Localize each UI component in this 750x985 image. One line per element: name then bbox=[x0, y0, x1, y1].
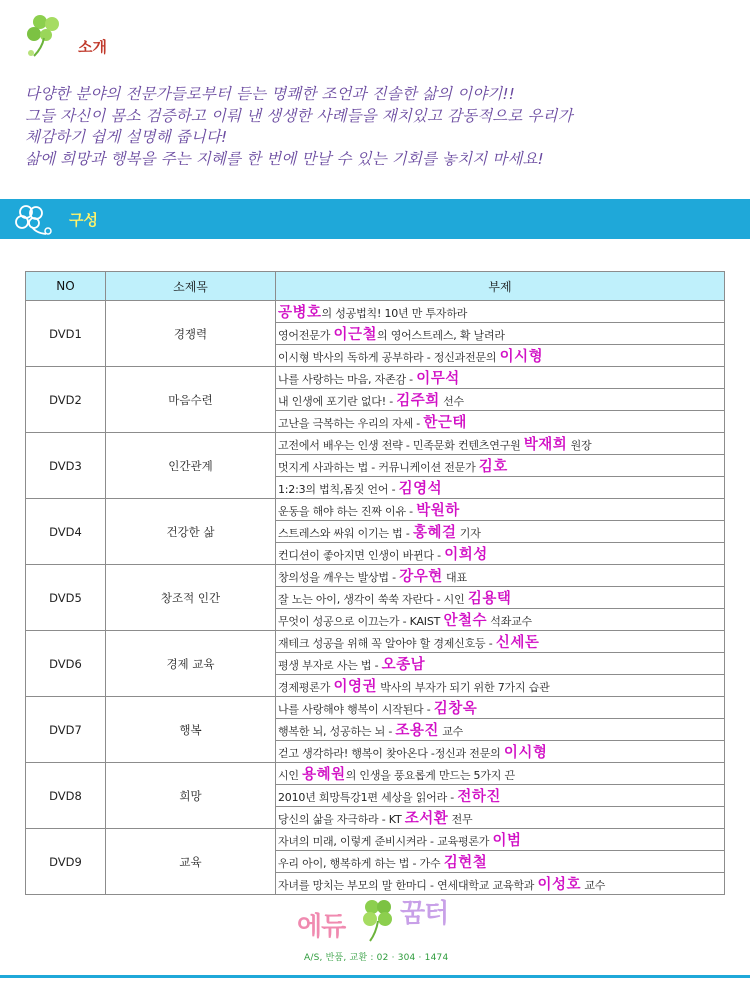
speaker-name: 김현철 bbox=[443, 855, 488, 871]
subtitle-text: 자녀를 망치는 부모의 말 한마디 - 연세대학교 교육학과 bbox=[278, 879, 538, 892]
subtitle-text: 경제평론가 bbox=[278, 681, 334, 694]
dvd-subtitle-cell bbox=[276, 345, 725, 367]
subtitle-text: 고난을 극복하는 우리의 자세 - bbox=[278, 417, 424, 430]
subtitle-text: 멋지게 사과하는 법 - 커뮤니케이션 전문가 bbox=[278, 461, 479, 474]
dvd-title-cell: 교육 bbox=[106, 829, 276, 895]
subtitle-text: 이시형 박사의 독하게 공부하라 - 정신과전문의 bbox=[278, 351, 500, 364]
dvd-subtitle-cell bbox=[276, 455, 725, 477]
subtitle-text: 2010년 희망특강1편 세상을 읽어라 - bbox=[278, 791, 458, 804]
dvd-subtitle-cell bbox=[276, 653, 725, 675]
dvd-subtitle-cell bbox=[276, 565, 725, 587]
dvd-subtitle-cell bbox=[276, 433, 725, 455]
subtitle-suffix: 교수 bbox=[438, 725, 464, 738]
column-header-no: NO bbox=[26, 272, 106, 301]
dvd-subtitle-cell bbox=[276, 477, 725, 499]
speaker-name: 홍혜걸 bbox=[412, 525, 457, 541]
subtitle-suffix: 대표 bbox=[442, 571, 467, 584]
intro-line: 그들 자신이 몸소 검증하고 이뤄 낸 생생한 사례들을 재치있고 감동적으로 우리가 bbox=[25, 106, 573, 125]
table-row bbox=[26, 367, 725, 389]
table-row bbox=[26, 763, 725, 785]
dvd-subtitle-cell bbox=[276, 741, 725, 763]
dvd-subtitle-cell bbox=[276, 499, 725, 521]
intro-line: 삶에 희망과 행복을 주는 지혜를 한 번에 만날 수 있는 기회를 놓치지 마세요! bbox=[25, 149, 544, 168]
dvd-subtitle-cell bbox=[276, 829, 725, 851]
intro-title: 소개 bbox=[78, 38, 107, 56]
subtitle-text: 나를 사랑해야 행복이 시작된다 - bbox=[278, 703, 434, 716]
dvd-subtitle-cell bbox=[276, 851, 725, 873]
speaker-name: 김창옥 bbox=[433, 701, 478, 717]
subtitle-text: 자녀의 미래, 이렇게 준비시켜라 - 교육평론가 bbox=[278, 835, 493, 848]
subtitle-suffix: 교수 bbox=[581, 879, 606, 892]
intro-description bbox=[25, 84, 735, 170]
subtitle-text: 행복한 뇌, 성공하는 뇌 - bbox=[278, 725, 396, 738]
subtitle-suffix: 기자 bbox=[456, 527, 481, 540]
subtitle-text: 우리 아이, 행복하게 하는 법 - 가수 bbox=[278, 857, 444, 870]
logo-text-part2: 꿈터 bbox=[400, 899, 449, 929]
subtitle-text: 무엇이 성공으로 이끄는가 - KAIST bbox=[278, 615, 444, 628]
speaker-name: 오종남 bbox=[381, 657, 426, 673]
dvd-number-cell: DVD4 bbox=[26, 499, 106, 565]
dvd-subtitle-cell bbox=[276, 763, 725, 785]
dvd-number-cell: DVD9 bbox=[26, 829, 106, 895]
speaker-name: 신세돈 bbox=[495, 635, 540, 651]
dvd-subtitle-cell bbox=[276, 609, 725, 631]
dvd-title-cell: 인간관계 bbox=[106, 433, 276, 499]
subtitle-suffix: 선수 bbox=[439, 395, 464, 408]
subtitle-text: 나를 사랑하는 마음, 자존감 - bbox=[278, 373, 417, 386]
dvd-title-cell: 마음수련 bbox=[106, 367, 276, 433]
table-header-row bbox=[26, 272, 725, 301]
subtitle-text: 재테크 성공을 위해 꼭 알아야 할 경제신호등 - bbox=[278, 637, 496, 650]
speaker-name: 이시형 bbox=[503, 745, 548, 761]
bottom-divider bbox=[0, 975, 750, 978]
subtitle-text: 스트레스와 싸워 이기는 법 - bbox=[278, 527, 413, 540]
subtitle-text: 창의성을 깨우는 발상법 - bbox=[278, 571, 400, 584]
dvd-subtitle-cell bbox=[276, 411, 725, 433]
footer-logo bbox=[290, 893, 470, 948]
speaker-name: 한근태 bbox=[423, 415, 467, 431]
subtitle-suffix: 박사의 부자가 되기 위한 7가지 습관 bbox=[376, 681, 550, 694]
dvd-number-cell: DVD3 bbox=[26, 433, 106, 499]
dvd-number-cell: DVD8 bbox=[26, 763, 106, 829]
subtitle-suffix: 의 인생을 풍요롭게 만드는 5가지 끈 bbox=[345, 769, 515, 782]
dvd-table bbox=[25, 271, 725, 895]
subtitle-text: 평생 부자로 사는 법 - bbox=[278, 659, 382, 672]
subtitle-text: 고전에서 배우는 인생 전략 - 민족문화 컨텐츠연구원 bbox=[278, 439, 524, 452]
speaker-name: 박원하 bbox=[416, 503, 460, 519]
speaker-name: 강우현 bbox=[399, 569, 443, 585]
dvd-subtitle-cell bbox=[276, 873, 725, 895]
dvd-subtitle-cell bbox=[276, 323, 725, 345]
section-title: 구성 bbox=[69, 211, 98, 229]
table-row bbox=[26, 697, 725, 719]
speaker-name: 이근철 bbox=[333, 327, 377, 343]
dvd-subtitle-cell bbox=[276, 785, 725, 807]
subtitle-text: 당신의 삶을 자극하라 - KT bbox=[278, 813, 405, 826]
dvd-subtitle-cell bbox=[276, 697, 725, 719]
section-bar bbox=[0, 199, 750, 239]
subtitle-suffix: 석좌교수 bbox=[486, 615, 532, 628]
subtitle-suffix: 전무 bbox=[448, 813, 473, 826]
dvd-subtitle-cell bbox=[276, 301, 725, 323]
table-row bbox=[26, 829, 725, 851]
logo-text-part1: 에듀 bbox=[297, 912, 346, 942]
dvd-subtitle-cell bbox=[276, 543, 725, 565]
table-row bbox=[26, 631, 725, 653]
speaker-name: 이시형 bbox=[499, 349, 544, 365]
column-header-subtitle: 부제 bbox=[276, 272, 725, 301]
subtitle-suffix: 원장 bbox=[567, 439, 592, 452]
table-row bbox=[26, 499, 725, 521]
column-header-title: 소제목 bbox=[106, 272, 276, 301]
dvd-title-cell: 창조적 인간 bbox=[106, 565, 276, 631]
dvd-title-cell: 희망 bbox=[106, 763, 276, 829]
table-row bbox=[26, 433, 725, 455]
dvd-subtitle-cell bbox=[276, 587, 725, 609]
dvd-subtitle-cell bbox=[276, 675, 725, 697]
speaker-name: 김영석 bbox=[398, 481, 443, 497]
dvd-subtitle-cell bbox=[276, 521, 725, 543]
dvd-title-cell: 경제 교육 bbox=[106, 631, 276, 697]
speaker-name: 김주희 bbox=[396, 393, 440, 409]
subtitle-text: 걷고 생각하라! 행복이 찾아온다 -정신과 전문의 bbox=[278, 747, 504, 760]
clover-icon bbox=[12, 203, 58, 241]
speaker-name: 전하진 bbox=[457, 789, 501, 805]
subtitle-text: 영어전문가 bbox=[278, 329, 334, 342]
dvd-subtitle-cell bbox=[276, 719, 725, 741]
dvd-subtitle-cell bbox=[276, 631, 725, 653]
table-body bbox=[26, 301, 725, 895]
dvd-number-cell: DVD2 bbox=[26, 367, 106, 433]
speaker-name: 이무석 bbox=[416, 371, 460, 387]
speaker-name: 조용진 bbox=[395, 723, 439, 739]
speaker-name: 조서환 bbox=[404, 811, 449, 827]
subtitle-suffix: 의 영어스트레스, 확 날려라 bbox=[376, 329, 505, 342]
subtitle-text: 컨디션이 좋아지면 인생이 바뀐다 - bbox=[278, 549, 445, 562]
speaker-name: 용혜원 bbox=[302, 767, 346, 783]
speaker-name: 안철수 bbox=[443, 613, 487, 629]
subtitle-text: 운동을 해야 하는 진짜 이유 - bbox=[278, 505, 417, 518]
dvd-number-cell: DVD1 bbox=[26, 301, 106, 367]
dvd-number-cell: DVD7 bbox=[26, 697, 106, 763]
table-row bbox=[26, 565, 725, 587]
speaker-name: 박재희 bbox=[523, 437, 568, 453]
speaker-name: 이범 bbox=[492, 833, 522, 849]
dvd-subtitle-cell bbox=[276, 367, 725, 389]
footer-contact: A/S, 반품, 교환 : 02 · 304 · 1474 bbox=[304, 953, 449, 963]
speaker-name: 이희성 bbox=[444, 547, 488, 563]
speaker-name: 공병호 bbox=[278, 305, 322, 321]
intro-line: 체감하기 쉽게 설명해 줍니다! bbox=[25, 128, 228, 146]
subtitle-suffix: 의 성공법칙! 10년 만 투자하라 bbox=[321, 307, 468, 320]
clover-icon bbox=[358, 895, 398, 943]
dvd-title-cell: 경쟁력 bbox=[106, 301, 276, 367]
intro-header bbox=[22, 12, 322, 62]
dvd-title-cell: 건강한 삶 bbox=[106, 499, 276, 565]
speaker-name: 김호 bbox=[478, 459, 508, 475]
speaker-name: 이성호 bbox=[537, 877, 582, 893]
dvd-subtitle-cell bbox=[276, 807, 725, 829]
subtitle-text: 시인 bbox=[278, 769, 303, 782]
subtitle-text: 잘 노는 아이, 생각이 쑥쑥 자란다 - 시인 bbox=[278, 593, 468, 606]
speaker-name: 김용택 bbox=[467, 591, 512, 607]
subtitle-text: 1:2:3의 법칙,몸짓 언어 - bbox=[278, 483, 399, 496]
dvd-subtitle-cell bbox=[276, 389, 725, 411]
table-row bbox=[26, 301, 725, 323]
dvd-number-cell: DVD5 bbox=[26, 565, 106, 631]
clover-icon bbox=[22, 12, 70, 60]
intro-line: 다양한 분야의 전문가들로부터 듣는 명쾌한 조언과 진솔한 삶의 이야기!! bbox=[25, 85, 515, 103]
speaker-name: 이영권 bbox=[333, 679, 377, 695]
dvd-title-cell: 행복 bbox=[106, 697, 276, 763]
dvd-number-cell: DVD6 bbox=[26, 631, 106, 697]
subtitle-text: 내 인생에 포기란 없다! - bbox=[278, 395, 397, 408]
